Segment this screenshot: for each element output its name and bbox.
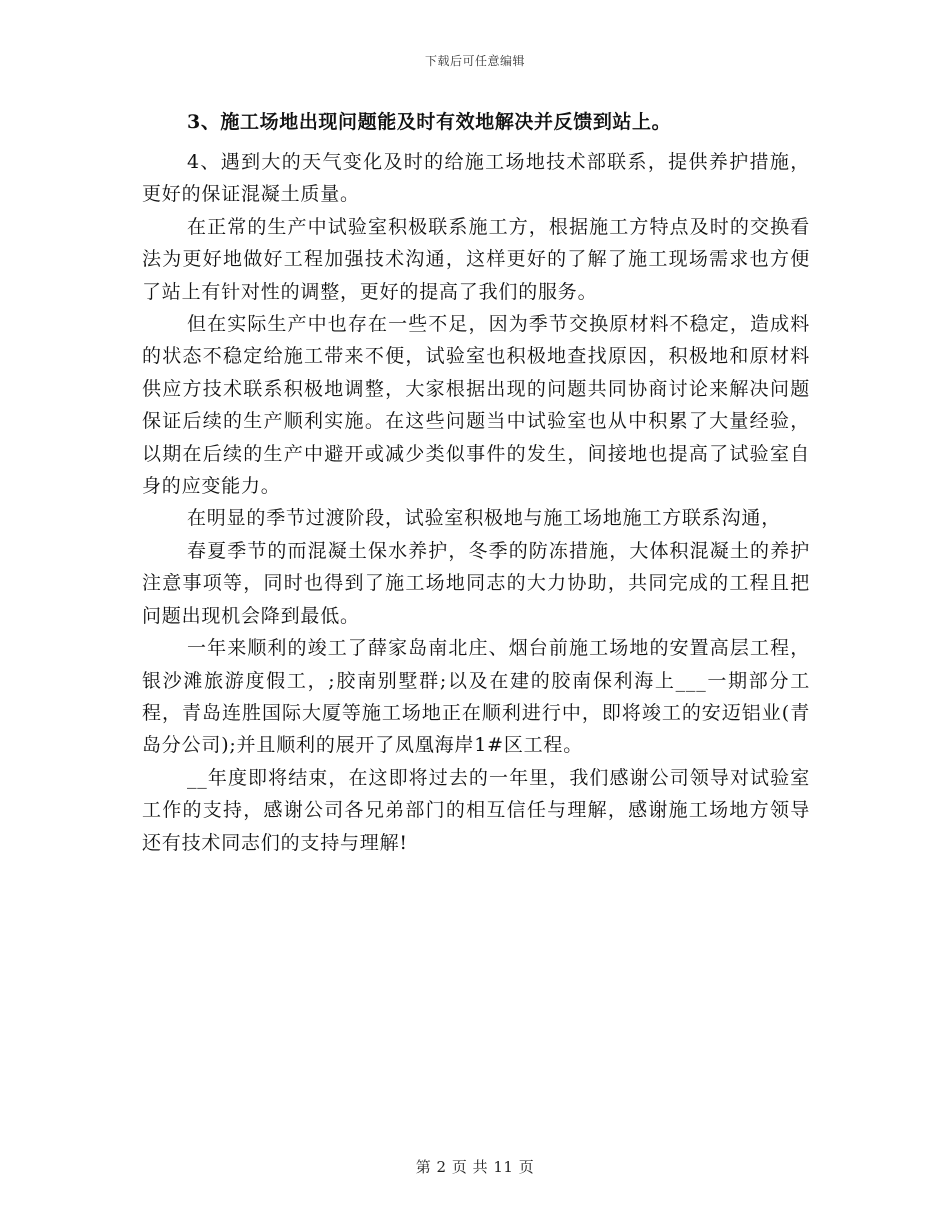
- section-heading: 3、施工场地出现问题能及时有效地解决并反馈到站上。: [187, 111, 672, 133]
- paragraph-communication: 在正常的生产中试验室积极联系施工方，根据施工方特点及时的交换看法为更好地做好工程加强技术沟通，这样更好的了解了施工现场需求也方便了站上有针对性的调整，更好的提高了我们的服务。: [142, 215, 810, 303]
- paragraph-season-transition: 在明显的季节过渡阶段，试验室积极地与施工场地施工方联系沟通，: [187, 507, 782, 530]
- document-body: [142, 106, 810, 859]
- page-header-note: 下载后可任意编辑: [424, 54, 525, 68]
- page-number: 第 2 页 共 11 页: [415, 1158, 535, 1176]
- paragraph-shortcomings: 但在实际生产中也存在一些不足，因为季节交换原材料不稳定，造成料的状态不稳定给施工带来不便，试验室也积极地查找原因，积极地和原材料供应方技术联系积极地调整，大家根据出现的问题共同协商讨论来解决问题保证后续的生产顺利实施。在这些问题当中试验室也从中积累了大量经验，以期在后续的生产中避开或减少类似事件的发生，间接地也提高了试验室自身的应变能力。: [142, 313, 810, 498]
- paragraph-curing-measures: 春夏季节的而混凝土保水养护，冬季的防冻措施，大体积混凝土的养护注意事项等，同时也得到了施工场地同志的大力协助，共同完成的工程且把问题出现机会降到最低。: [142, 539, 810, 627]
- paragraph-weather-contact: 4、遇到大的天气变化及时的给施工场地技术部联系，提供养护措施，更好的保证混凝土质量。: [142, 151, 810, 206]
- paragraph-thanks: __年度即将结束，在这即将过去的一年里，我们感谢公司领导对试验室工作的支持，感谢公司各兄弟部门的相互信任与理解，感谢施工场地方领导还有技术同志们的支持与理解!: [142, 766, 810, 854]
- paragraph-completed-projects: 一年来顺利的竣工了薛家岛南北庄、烟台前施工场地的安置高层工程，银沙滩旅游度假工，;胶南别墅群;以及在建的胶南保利海上___一期部分工程，青岛连胜国际大厦等施工场地正在顺利进行中，即将竣工的安迈铝业(青岛分公司);并且顺利的展开了凤凰海岸1#区工程。: [142, 637, 810, 757]
